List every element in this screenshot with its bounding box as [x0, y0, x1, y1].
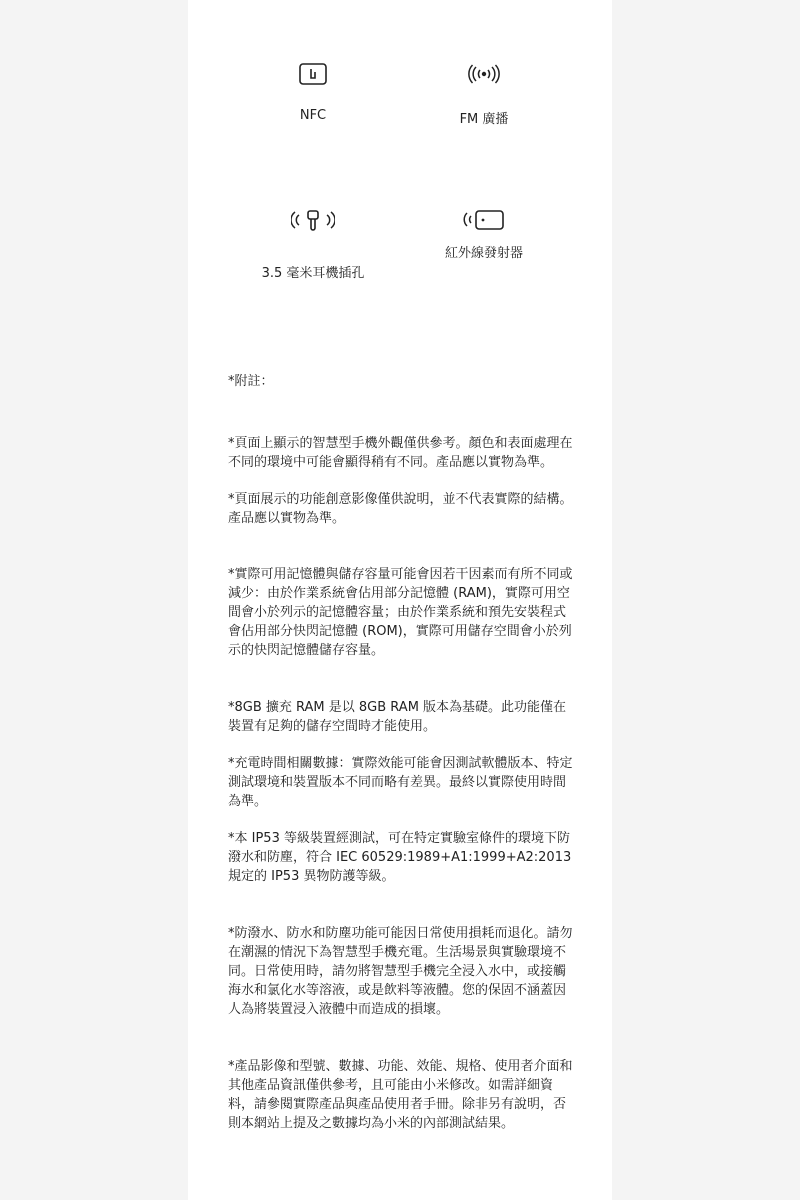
nfc-icon — [297, 62, 329, 86]
feature-headphone-jack — [233, 208, 393, 281]
footnotes-heading: *附註： — [228, 374, 274, 389]
feature-label: 3.5 毫米耳機插孔 — [261, 266, 365, 281]
fm-radio-icon — [468, 62, 500, 86]
footnote-item: *產品影像和型號、數據、功能、效能、規格、使用者介面和其他產品資訊僅供參考，且可能由小米修改。如需詳細資料，請參閱實際產品與產品使用者手冊。除非另有說明，否則本網站上提及之數據均為小米的內部測試結果。 — [228, 1059, 573, 1131]
feature-fm-radio — [404, 62, 564, 127]
feature-nfc — [233, 62, 393, 123]
footnote-item: *本 IP53 等級裝置經測試，可在特定實驗室條件的環境下防潑水和防塵，符合 IEC 60529:1989+A1:1999+A2:2013 規定的 IP53 異物防護等級。 — [228, 831, 572, 884]
footnote-item: *防潑水、防水和防塵功能可能因日常使用損耗而退化。請勿在潮濕的情況下為智慧型手機充電。生活場景與實驗環境不同。日常使用時，請勿將智慧型手機完全浸入水中，或接觸海水和氯化水等溶液，或是飲料等液體。您的保固不涵蓋因人為將裝置浸入液體中而造成的損壞。 — [228, 926, 573, 1017]
feature-infrared-blaster — [404, 208, 564, 261]
footnote-item: *8GB 擴充 RAM 是以 8GB RAM 版本為基礎。此功能僅在裝置有足夠的儲存空間時才能使用。 — [228, 700, 567, 734]
footnote-item: *頁面上顯示的智慧型手機外觀僅供參考。顏色和表面處理在不同的環境中可能會顯得稍有不同。產品應以實物為準。 — [228, 436, 573, 470]
headphone-jack-icon — [291, 208, 335, 232]
feature-label: 紅外線發射器 — [444, 246, 523, 261]
infrared-blaster-icon — [462, 208, 506, 232]
footnote-item: *充電時間相關數據：實際效能可能會因測試軟體版本、特定測試環境和裝置版本不同而略有差異。最終以實際使用時間為準。 — [228, 756, 573, 809]
footnotes — [228, 372, 578, 1133]
spec-page — [188, 0, 612, 1200]
feature-label: NFC — [299, 108, 327, 123]
footnote-item: *實際可用記憶體與儲存容量可能會因若干因素而有所不同或減少：由於作業系統會佔用部分記憶體 (RAM)，實際可用空間會小於列示的記憶體容量；由於作業系統和預先安裝程式會佔用部分快閃記憶體 (ROM)，實際可用儲存空間會小於列示的快閃記憶體儲存容量。 — [228, 567, 573, 658]
footnote-item: *頁面展示的功能創意影像僅供說明，並不代表實際的結構。產品應以實物為準。 — [228, 492, 573, 526]
feature-label: FM 廣播 — [459, 112, 509, 127]
